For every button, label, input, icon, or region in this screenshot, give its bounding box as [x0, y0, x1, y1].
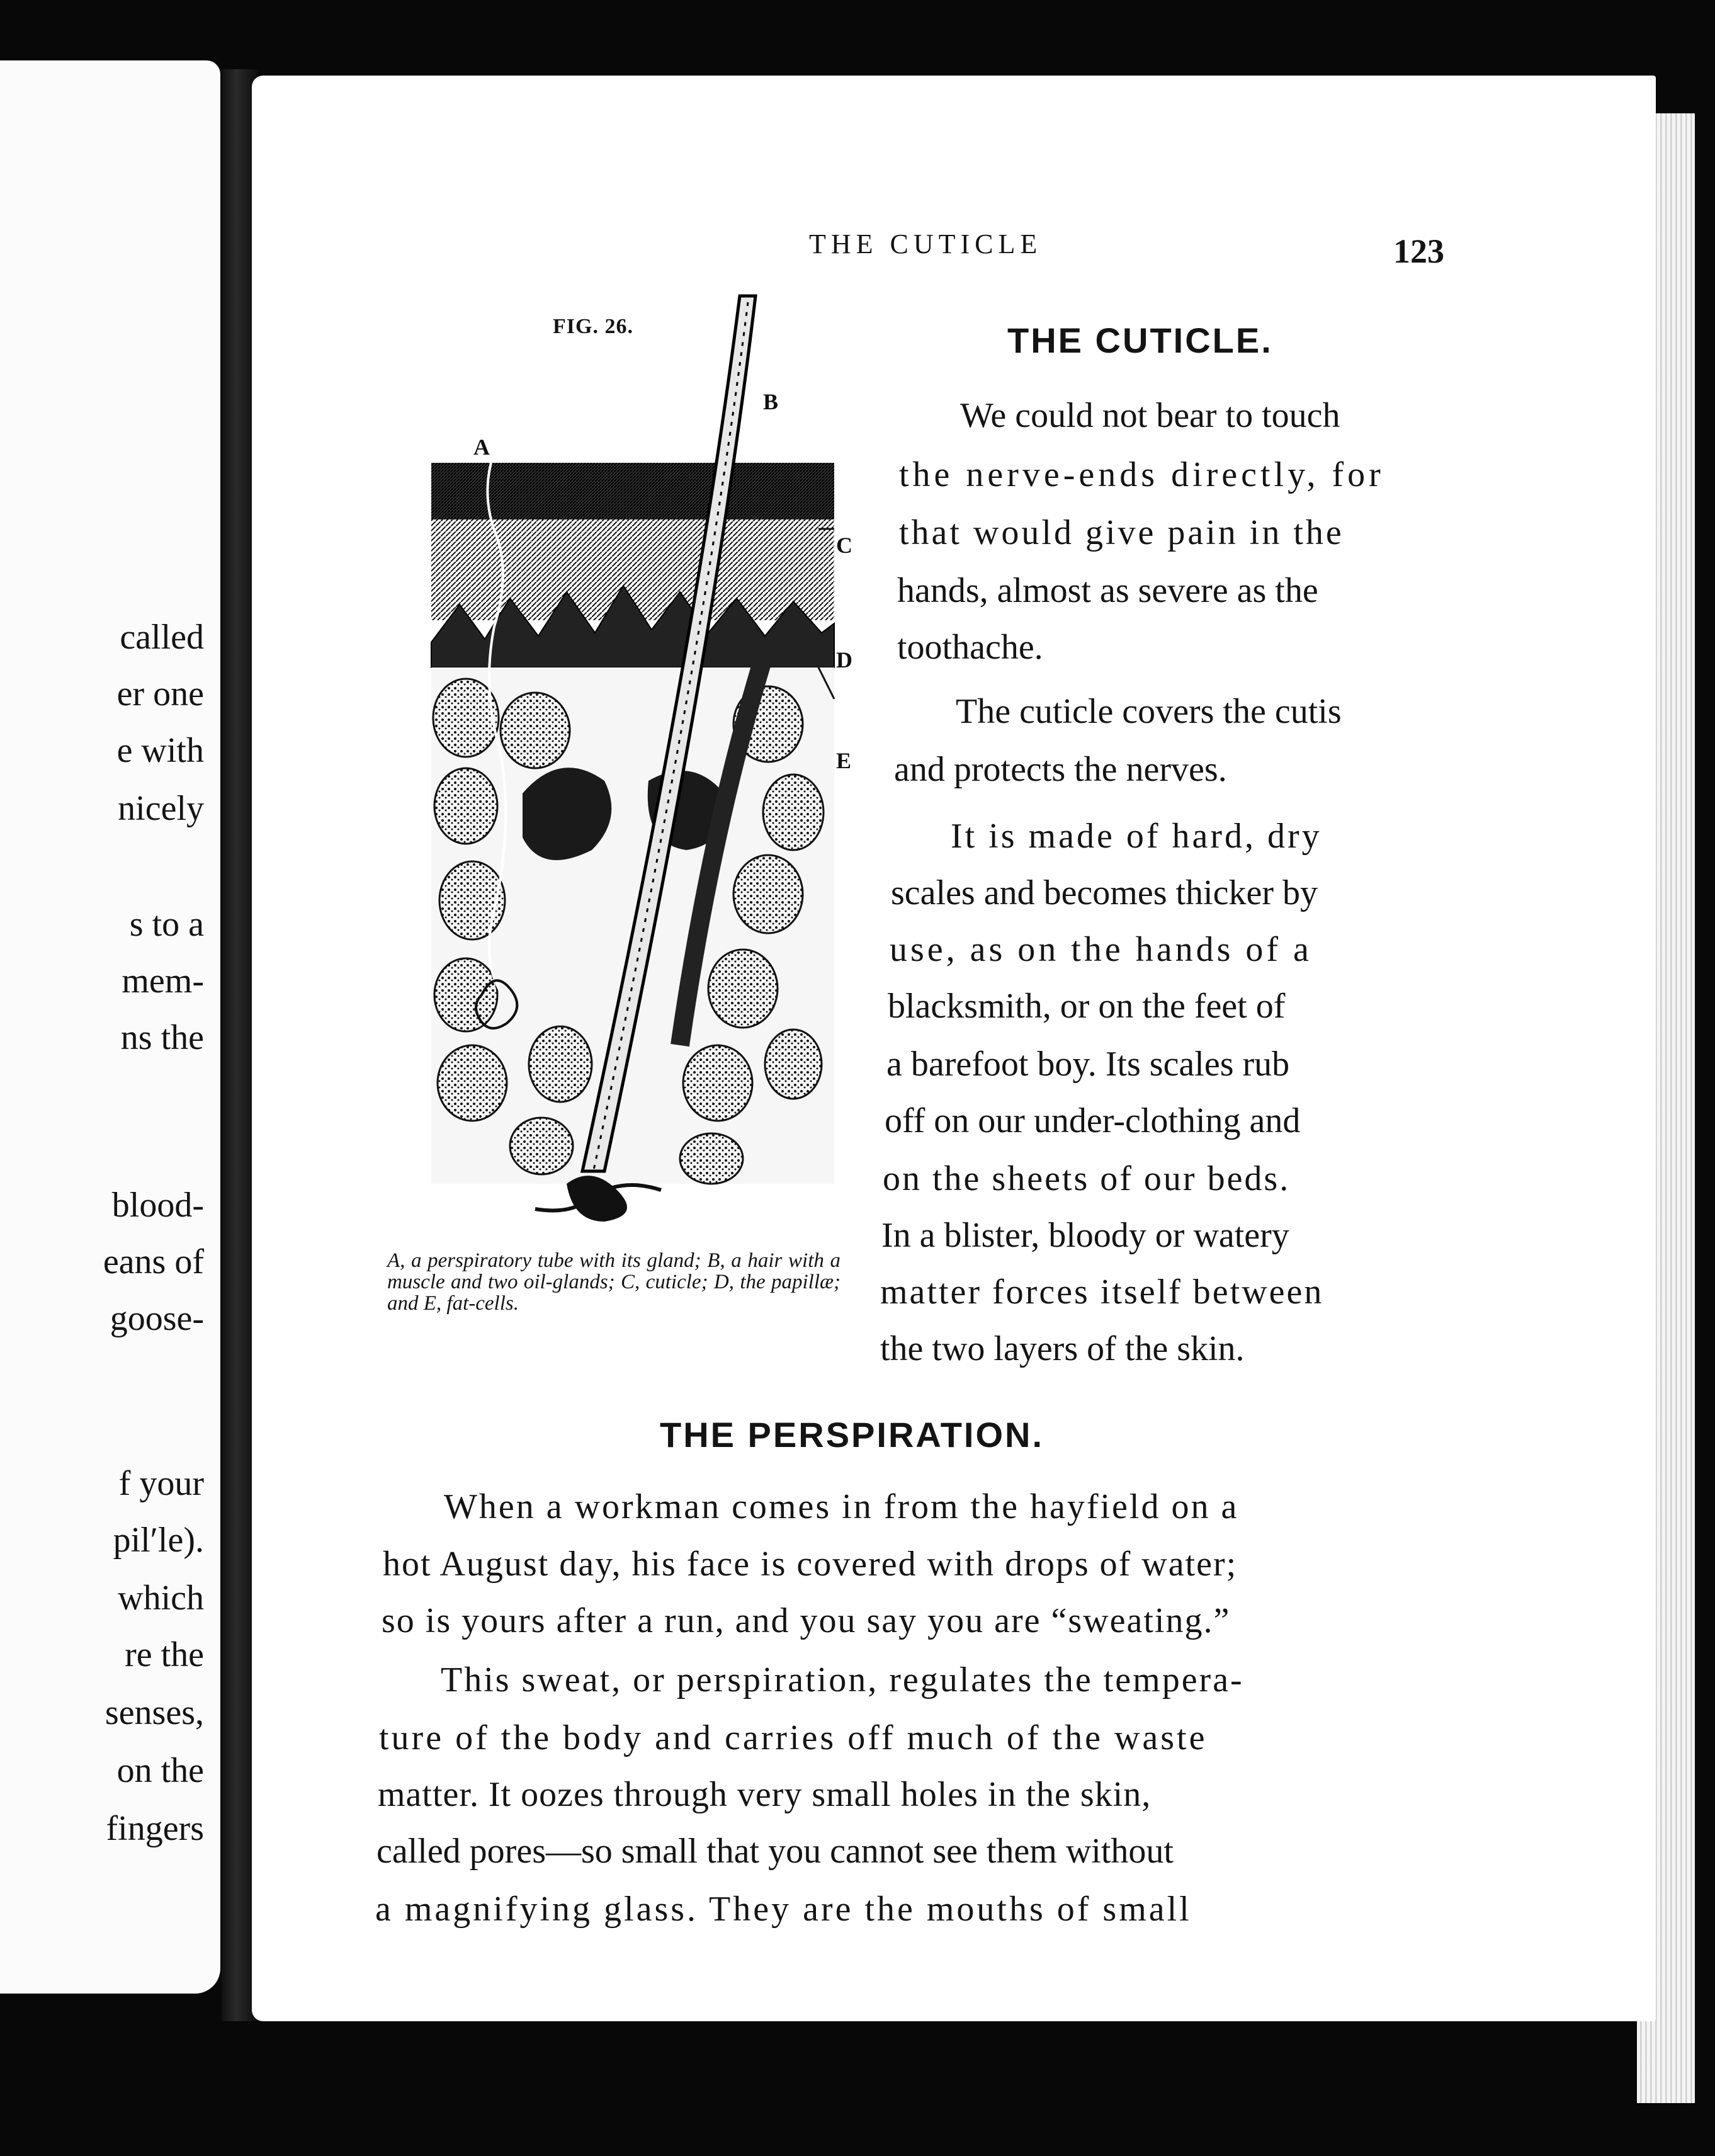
figure-letter-c: C — [836, 533, 852, 558]
figure-label: FIG. 26. — [553, 315, 633, 338]
left-page-line: goose- — [110, 1299, 204, 1338]
body-text-line: use, as on the hands of a — [890, 930, 1312, 969]
left-page-line: eans of — [103, 1242, 204, 1281]
body-text-line: off on our under-clothing and — [885, 1101, 1301, 1140]
figure-letter-a: A — [473, 434, 490, 460]
left-page-line: e with — [116, 731, 204, 770]
body-text-line: hands, almost as severe as the — [897, 571, 1318, 610]
left-page-line: pil′le). — [113, 1521, 204, 1560]
body-text-line: and protects the nerves. — [894, 750, 1227, 789]
body-text-line: hot August day, his face is covered with drops of water; — [383, 1545, 1238, 1584]
body-text-line: the nerve-ends directly, for — [899, 455, 1384, 494]
left-page-line: which — [118, 1579, 204, 1618]
body-text-line: This sweat, or perspiration, regulates the tempera- — [441, 1660, 1244, 1699]
left-page-line: ns the — [120, 1018, 204, 1057]
body-text-line: scales and becomes thicker by — [891, 873, 1318, 912]
body-text-line: so is yours after a run, and you say you are “sweating.” — [382, 1601, 1231, 1640]
left-page-line: called — [120, 618, 204, 657]
left-page-line: mem- — [122, 962, 204, 1001]
figure-letter-d: D — [836, 647, 852, 672]
left-page-line: f your — [118, 1464, 204, 1503]
left-page-line: senses, — [105, 1693, 204, 1732]
body-text-line: a magnifying glass. They are the mouths of small — [375, 1890, 1192, 1929]
left-page-line: on the — [116, 1751, 204, 1790]
body-text-line: The cuticle covers the cutis — [956, 692, 1342, 731]
body-text-line: In a blister, bloody or watery — [881, 1216, 1289, 1255]
body-text-line: on the sheets of our beds. — [883, 1159, 1291, 1198]
left-page-line: re the — [125, 1635, 204, 1674]
left-page-line: fingers — [106, 1809, 204, 1848]
left-page-line: nicely — [118, 789, 204, 828]
body-text-line: called pores—so small that you cannot see them without — [376, 1832, 1174, 1871]
body-text-line: blacksmith, or on the feet of — [888, 987, 1286, 1026]
body-text-line: It is made of hard, dry — [951, 817, 1322, 856]
figure-caption: A, a perspiratory tube with its gland; B, a hair with a muscle and two oil-glands; C, cuticle; D, the papillæ; and E, fat-cells. — [387, 1249, 841, 1315]
section-heading-cuticle: THE CUTICLE. — [1007, 321, 1273, 360]
page-number: 123 — [1393, 232, 1444, 270]
left-facing-page — [0, 60, 220, 1994]
section-heading-perspiration: THE PERSPIRATION. — [660, 1415, 1044, 1455]
body-text-line: matter forces itself between — [880, 1273, 1324, 1312]
body-text-line: a barefoot boy. Its scales rub — [886, 1045, 1290, 1084]
figure-letter-b: B — [763, 389, 779, 414]
body-text-line: the two layers of the skin. — [880, 1329, 1245, 1368]
body-text-line: When a workman comes in from the hayfield on a — [444, 1487, 1239, 1526]
running-head: THE CUTICLE — [809, 229, 1043, 259]
body-text-line: ture of the body and carries off much of the waste — [379, 1718, 1208, 1757]
skin-cross-section-illustration — [416, 290, 850, 1253]
left-page-line: blood- — [111, 1186, 204, 1225]
body-text-line: that would give pain in the — [899, 513, 1344, 552]
left-page-line: s to a — [129, 905, 204, 944]
figure-letter-e: E — [836, 748, 852, 773]
left-page-line: er one — [116, 674, 204, 713]
body-text-line: matter. It oozes through very small holes in the skin, — [378, 1775, 1152, 1814]
body-text-line: We could not bear to touch — [960, 396, 1340, 435]
body-text-line: toothache. — [897, 628, 1043, 667]
